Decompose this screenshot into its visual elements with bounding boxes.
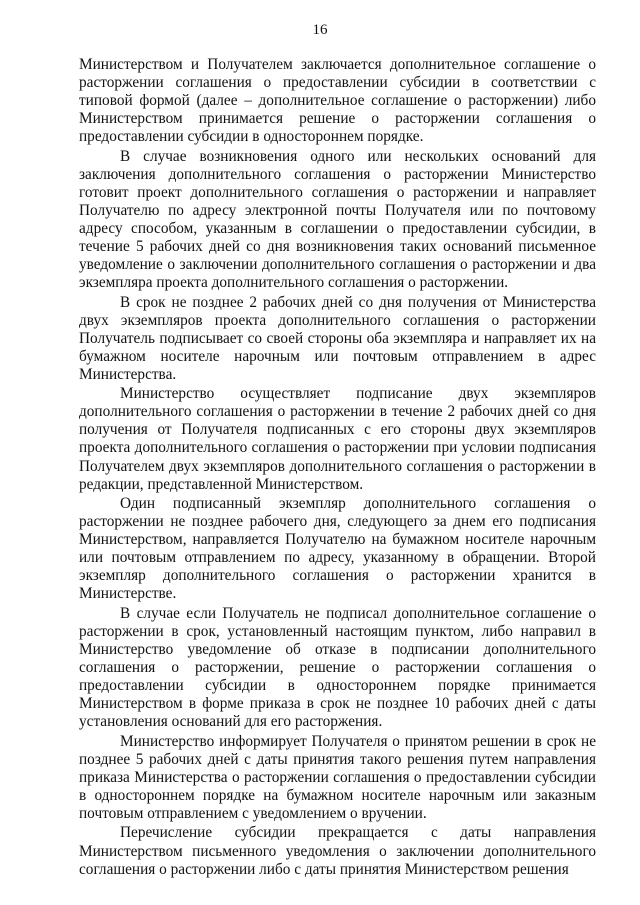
paragraph: В случае возникновения одного или нескольких оснований для заключения дополнительного соглашения о расторжении Министерство готовит проект дополнительного соглашения о расторжении и направляет Получателю по адресу электронной почты Получателя или по почтовому адресу способом, указанным в соглашении о предоставлении субсидии, в течение 5 рабочих дней со дня возникновения таких оснований письменное уведомление о заключении дополнительного соглашения о расторжении и два экземпляра проекта дополнительного соглашения о расторжении. <box>79 147 596 292</box>
paragraph: В срок не позднее 2 рабочих дней со дня получения от Министерства двух экземпляров проекта дополнительного соглашения о расторжении Получатель подписывает со своей стороны оба экземпляра и направляет их на бумажном носителе нарочным или почтовым отправлением в адрес Министерства. <box>79 293 596 383</box>
page-number: 16 <box>312 22 328 38</box>
paragraph: Один подписанный экземпляр дополнительного соглашения о расторжении не позднее рабочего дня, следующего за днем его подписания Министерством, направляется Получателю на бумажном носителе нарочным или почтовым отправлением по адресу, указанному в обращении. Второй экземпляр дополнительного соглашения о расторжении хранится в Министерстве. <box>79 495 596 603</box>
paragraph: Министерством и Получателем заключается дополнительное соглашение о расторжении соглашения о предоставлении субсидии в соответствии с типовой формой (далее – дополнительное соглашение о расторжении) либо Министерством принимается решение о расторжении соглашения о предоставлении субсидии в одностороннем порядке. <box>79 56 596 146</box>
paragraph: В случае если Получатель не подписал дополнительное соглашение о расторжении в срок, установленный настоящим пунктом, либо направил в Министерство уведомление об отказе в подписании дополнительного соглашения о расторжении, решение о расторжении соглашения о предоставлении субсидии в одностороннем порядке принимается Министерством в форме приказа в срок не позднее 10 рабочих дней с даты установления оснований для его расторжения. <box>79 604 596 731</box>
paragraph: Министерство осуществляет подписание двух экземпляров дополнительного соглашения о расторжении в течение 2 рабочих дней со дня получения от Получателя подписанных с его стороны двух экземпляров проекта дополнительного соглашения о расторжении при условии подписания Получателем двух экземпляров дополнительного соглашения о расторжении в редакции, представленной Министерством. <box>79 385 596 493</box>
document-body <box>79 56 596 880</box>
paragraph: Министерство информирует Получателя о принятом решении в срок не позднее 5 рабочих дней с даты принятия такого решения путем направления приказа Министерства о расторжении соглашения о предоставлении субсидии в одностороннем порядке на бумажном носителе нарочным или заказным почтовым отправлением с уведомлением о вручении. <box>79 732 596 822</box>
paragraph: Перечисление субсидии прекращается с даты направления Министерством письменного уведомления о заключении дополнительного соглашения о расторжении либо с даты принятия Министерством решения <box>79 824 596 878</box>
